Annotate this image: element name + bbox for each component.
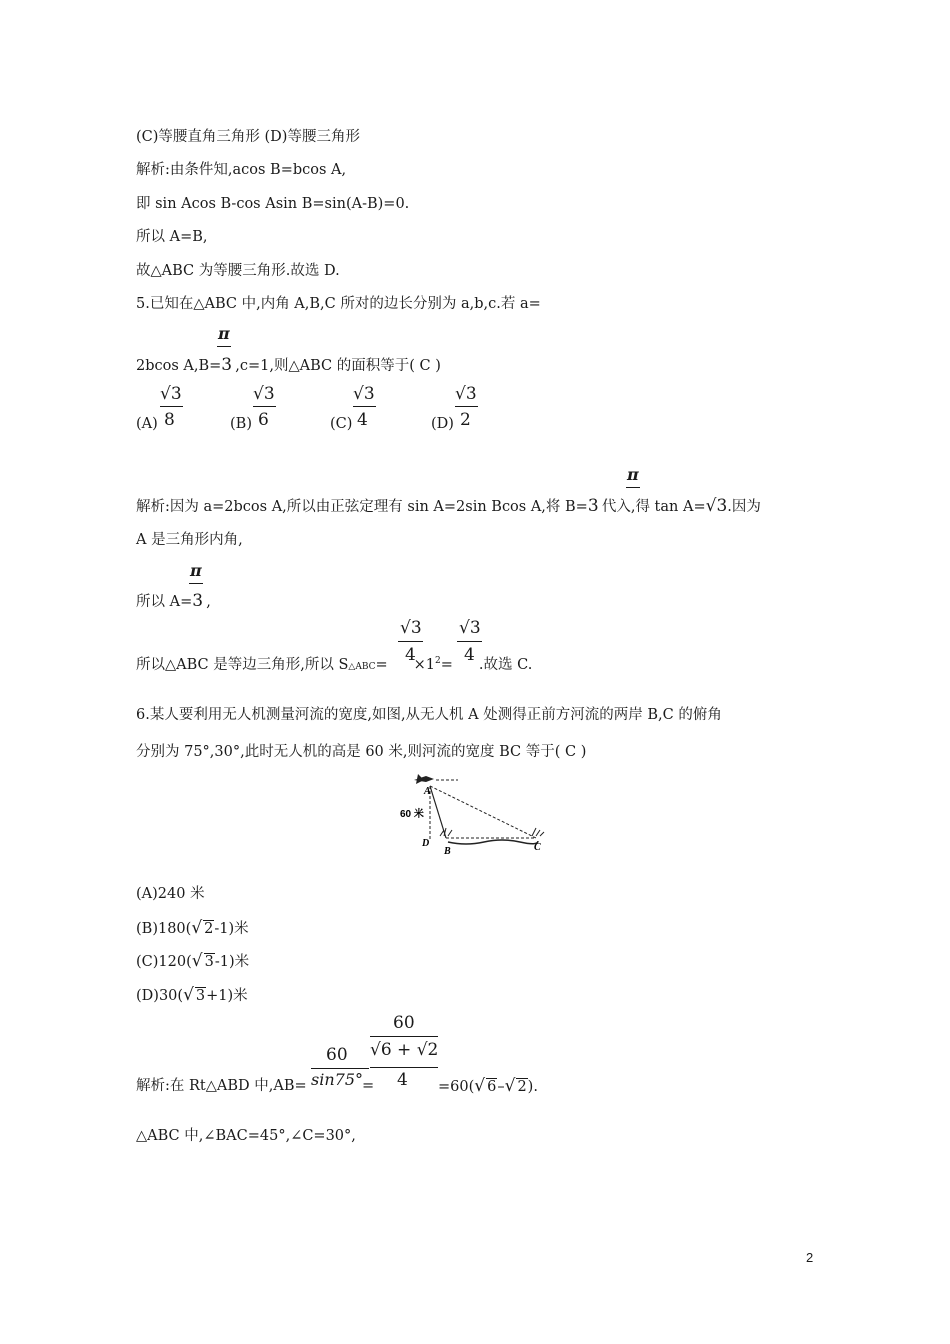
q6-rad2: 2 — [517, 1079, 527, 1095]
q5-analysis-1b: 代入,得 tan A= — [601, 499, 706, 515]
q6-frac1-den: sin75° — [311, 1070, 363, 1089]
q6-option-b-rad: 2 — [204, 921, 214, 937]
q6-frac2-bar-mid — [370, 1067, 438, 1068]
q5-option-b-label: (B) — [230, 416, 252, 432]
q5-area-num-2: √3 — [459, 618, 481, 638]
q5-analysis-3: 所以 A= — [136, 594, 193, 610]
grass-b-icon — [440, 828, 452, 836]
q5-option-c-num: √3 — [353, 384, 375, 404]
q6-result-post: ). — [527, 1079, 538, 1095]
q5-analysis-line-1 — [136, 496, 761, 517]
q5-analysis-sqrt3: √3 — [705, 496, 728, 516]
label-c: C — [534, 842, 541, 853]
q6-option-d-post: +1)米 — [206, 988, 248, 1004]
q5-area-den-1: 4 — [405, 645, 416, 665]
q5-analysis-pi: π — [627, 465, 639, 484]
q6-frac2-mid: √6 + √2 — [370, 1040, 439, 1060]
q5-analysis-three: 3 — [587, 496, 599, 516]
q5-area-num-1: √3 — [400, 618, 422, 638]
q6-option-c-rad: 3 — [204, 954, 214, 970]
q5-area-den-2: 4 — [464, 645, 475, 665]
q6-option-b-pre: (B)180( — [136, 921, 192, 937]
q5-option-d-num: √3 — [455, 384, 477, 404]
q6-frac2-top: 60 — [393, 1013, 415, 1033]
q5-analysis-pi-2: π — [190, 561, 202, 580]
label-b: B — [444, 846, 451, 857]
q5-stem-2a: 2bcos A,B= — [136, 358, 222, 374]
q5-option-a-den: 8 — [164, 410, 175, 430]
q4-analysis-line-3: 所以 A=B, — [136, 229, 208, 245]
grass-c-icon — [532, 828, 544, 836]
q5-option-d-label: (D) — [431, 416, 454, 432]
label-d: D — [422, 838, 430, 849]
q6-stem-line-2: 分别为 75°,30°,此时无人机的高是 60 米,则河流的宽度 BC 等于( C ) — [136, 744, 587, 760]
q5-analysis-1c: .因为 — [727, 499, 761, 515]
q6-result: =60(√ 6–√ 2). — [438, 1076, 538, 1096]
q5-stem-2b: ,c=1,则△ABC 的面积等于( C ) — [235, 358, 441, 374]
q6-eq-sign: = — [362, 1078, 375, 1094]
q5-option-b-den: 6 — [258, 410, 269, 430]
q5-analysis-line-3 — [136, 591, 211, 612]
q6-analysis-line-2: △ABC 中,∠BAC=45°,∠C=30°, — [136, 1128, 356, 1144]
q5-option-d-den: 2 — [460, 410, 471, 430]
q5-analysis-4b: = — [375, 657, 388, 673]
q6-option-b-post: -1)米 — [214, 921, 249, 937]
q6-analysis-line-1 — [136, 1076, 307, 1096]
q5-pi-numerator: π — [218, 324, 230, 343]
q5-option-a-label: (A) — [136, 416, 158, 432]
q6-option-d-pre: (D)30( — [136, 988, 184, 1004]
q5-option-c-label: (C) — [330, 416, 353, 432]
drone-river-figure — [396, 770, 556, 860]
q5-analysis-times: ×1 — [413, 657, 436, 673]
q5-analysis-line-2: A 是三角形内角, — [136, 532, 243, 548]
q6-result-pre: =60( — [438, 1079, 475, 1095]
q5-option-b-bar — [253, 406, 276, 407]
q5-area-bar-2 — [457, 641, 482, 642]
q5-option-c-den: 4 — [357, 410, 368, 430]
q6-frac2-bot: 4 — [397, 1070, 408, 1090]
label-height: 60 米 — [400, 809, 424, 820]
q4-options-cd: (C)等腰直角三角形 (D)等腰三角形 — [136, 129, 360, 145]
q6-frac2-bar-top — [370, 1036, 438, 1037]
q5-analysis-1a: 解析:因为 a=2bcos A,所以由正弦定理有 sin A=2sin Bcos A,将 B= — [136, 499, 588, 515]
q6-rad6: 6 — [487, 1079, 497, 1095]
q5-option-c-bar — [353, 406, 376, 407]
q5-stem-line-1: 5.已知在△ABC 中,内角 A,B,C 所对的边长分别为 a,b,c.若 a= — [136, 296, 541, 312]
q5-analysis-4a: 所以△ABC 是等边三角形,所以 S — [136, 657, 349, 673]
q4-analysis-line-4: 故△ABC 为等腰三角形.故选 D. — [136, 263, 340, 279]
q5-analysis-sup: 2 — [435, 656, 441, 666]
q6-frac1-num: 60 — [326, 1045, 348, 1065]
q5-analysis-sub: △ABC — [348, 662, 376, 672]
q6-option-c-pre: (C)120( — [136, 954, 192, 970]
q6-option-d-rad: 3 — [195, 988, 206, 1004]
q5-analysis-bar-2 — [189, 583, 203, 584]
label-a: A — [424, 786, 431, 797]
q5-stem-line-2 — [136, 355, 441, 376]
q5-analysis-eq: = — [440, 657, 453, 673]
q5-analysis-3b: , — [206, 594, 211, 610]
river-bank — [448, 840, 538, 844]
q6-analysis-1a: 解析:在 Rt△ABD 中,AB= — [136, 1078, 307, 1094]
q5-option-a-bar — [160, 406, 183, 407]
q5-option-a-num: √3 — [160, 384, 182, 404]
q4-analysis-line-1: 解析:由条件知,acos B=bcos A, — [136, 162, 347, 178]
q6-option-b: (B)180(√ 2-1)米 — [136, 918, 249, 938]
q5-option-d-bar — [455, 406, 478, 407]
q6-option-d: (D)30(√ 3+1)米 — [136, 985, 248, 1005]
q5-analysis-line-4 — [136, 651, 532, 677]
q5-analysis-bar — [626, 487, 640, 488]
q6-option-a: (A)240 米 — [136, 886, 205, 902]
q5-option-b-num: √3 — [253, 384, 275, 404]
q6-stem-line-1: 6.某人要利用无人机测量河流的宽度,如图,从无人机 A 处测得正前方河流的两岸 B,C 的俯角 — [136, 707, 722, 723]
q6-frac1-bar — [311, 1068, 369, 1069]
q5-three-den: 3 — [221, 355, 233, 375]
q6-option-c: (C)120(√ 3-1)米 — [136, 951, 250, 971]
q5-analysis-4c: .故选 C. — [478, 657, 533, 673]
q5-fraction-bar — [217, 346, 231, 347]
page-number: 2 — [806, 1250, 814, 1265]
q5-analysis-three-2: 3 — [192, 591, 204, 611]
drone-icon — [414, 774, 434, 784]
q5-area-bar-1 — [398, 641, 423, 642]
q4-analysis-line-2: 即 sin Acos B-cos Asin B=sin(A-B)=0. — [136, 196, 410, 212]
q6-option-c-post: -1)米 — [214, 954, 250, 970]
q6-minus: – — [497, 1079, 505, 1095]
